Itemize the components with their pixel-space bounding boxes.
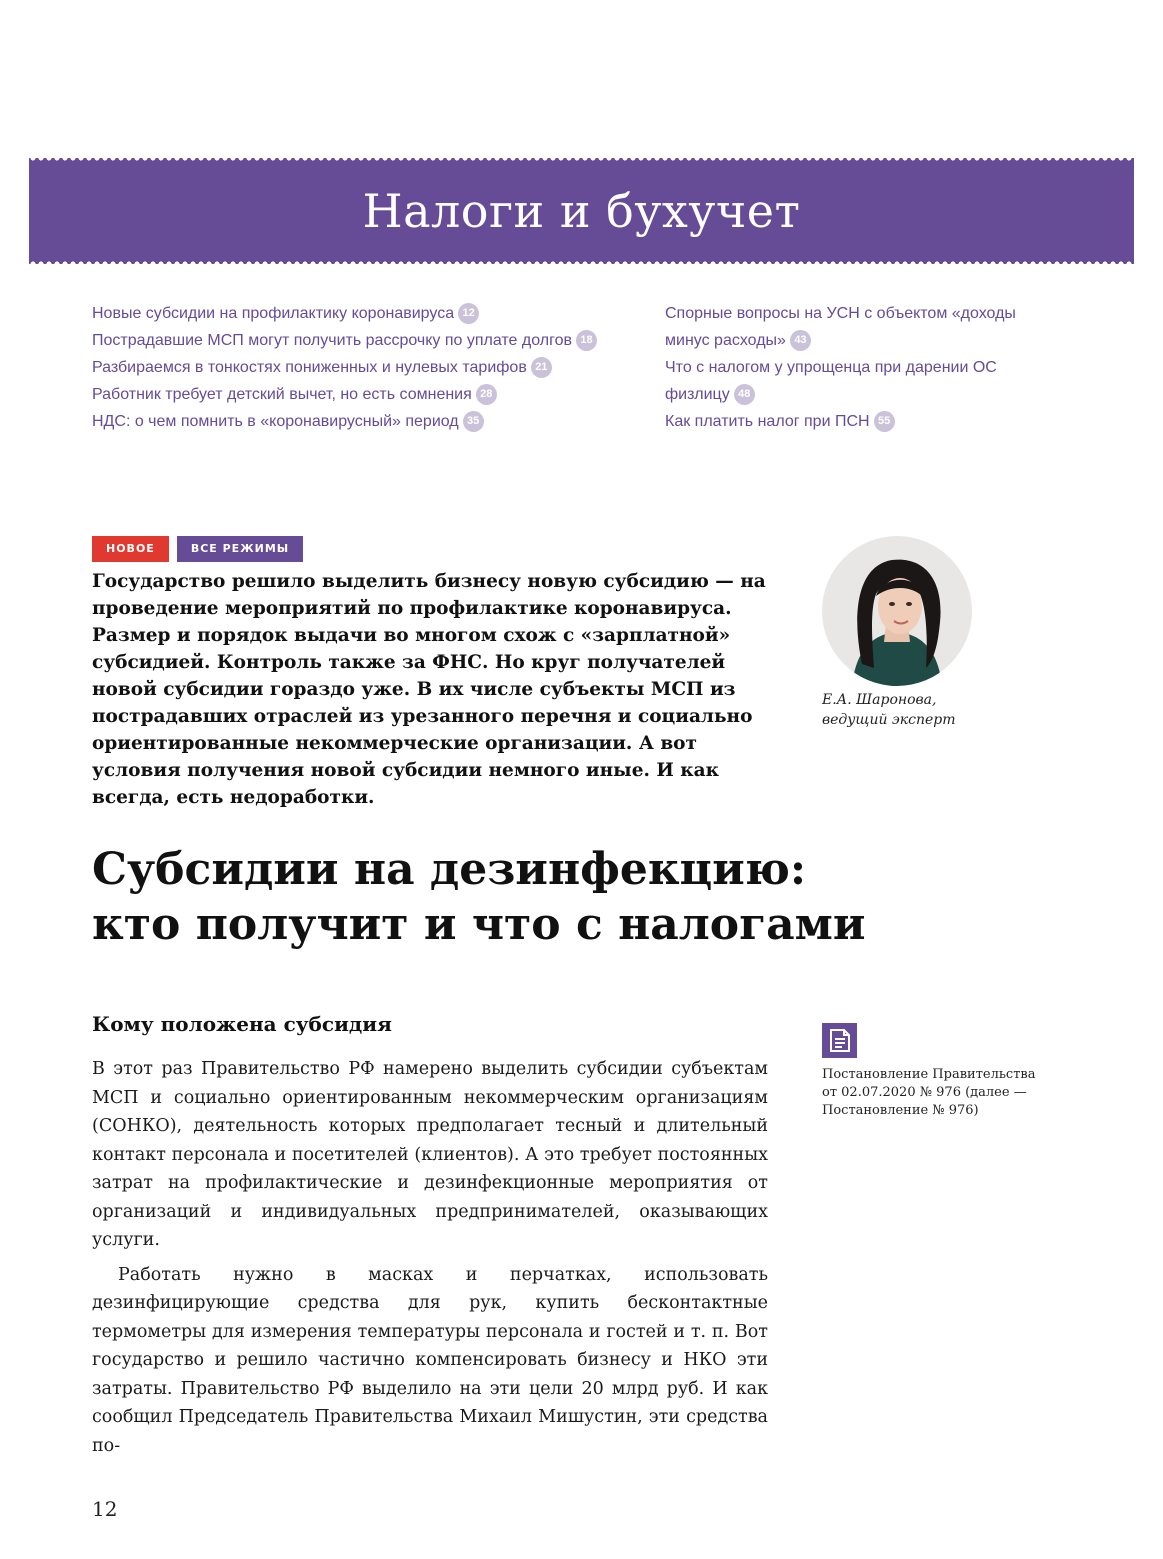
toc-page-badge: 55 [874,411,895,432]
toc-page-badge: 43 [790,330,811,351]
author-portrait-icon [822,536,972,686]
author-name: Е.А. Шаронова, [822,692,937,708]
toc-item[interactable] [92,327,652,354]
article-headline [92,842,992,952]
tag-all-modes: ВСЕ РЕЖИМЫ [177,536,303,562]
toc-item-text: Разбираемся в тонкостях пониженных и нулевых тарифов [92,359,527,376]
toc-page-badge: 21 [531,357,552,378]
toc-page-badge: 35 [463,411,484,432]
toc-item[interactable] [92,408,652,435]
toc-item-text: Спорные вопросы на УСН с объектом «доходы [665,305,1016,322]
toc-item[interactable] [92,354,652,381]
headline-line-1: Субсидии на дезинфекцию: [92,844,807,895]
toc-item-text: Пострадавшие МСП могут получить рассрочку по уплате долгов [92,332,572,349]
author-photo [822,536,972,686]
toc-item-text: Что с налогом у упрощенца при дарении ОС [665,359,997,376]
toc-item[interactable] [92,300,652,327]
page-number: 12 [92,1497,118,1521]
headline-line-2: кто получит и что с налогами [92,899,866,950]
toc-item-text: минус расходы» [665,332,786,349]
toc-item[interactable] [665,300,1065,354]
toc-page-badge: 18 [576,330,597,351]
author-role: ведущий эксперт [822,712,956,728]
body-paragraph: В этот раз Правительство РФ намерено выделить субсидии субъектам МСП и социально ориентированным некоммерческим организациям (СОНКО), деятельность которых предполагает тесный и длительный контакт персонала и посетителей (клиентов). А это требует постоянных затрат на профилактические и дезинфекционные мероприятия от организаций и индивидуальных предпринимателей, оказывающих услуги. [92,1059,768,1250]
section-banner [29,158,1134,264]
side-note: Постановление Правительства от 02.07.2020 № 976 (далее — Постановление № 976) [822,1067,1036,1118]
article-body [92,1055,768,1460]
toc-item-text: физлицу [665,386,730,403]
author-caption [822,690,1022,730]
toc-left-column [92,300,652,435]
document-glyph-icon [822,1023,857,1058]
article-lead: Государство решило выделить бизнесу новую субсидию — на проведение мероприятий по профилактике коронавируса. Размер и порядок выдачи во многом схож с «зарплатной» субсидией. Контроль также за ФНС. Но круг получателей новой субсидии гораздо уже. В их числе субъекты МСП из пострадавших отраслей из урезанного перечня и социально ориентированные некоммерческие организации. А вот условия получения новой субсидии немного иные. И как всегда, есть недоработки. [92,571,766,808]
section-subhead: Кому положена субсидия [92,1012,392,1036]
section-title: Налоги и бухучет [362,184,801,238]
toc-item[interactable] [665,408,1065,435]
toc-item-text: Новые субсидии на профилактику коронавируса [92,305,455,322]
toc-item[interactable] [92,381,652,408]
toc-item-text: Как платить налог при ПСН [665,413,870,430]
tag-new: НОВОЕ [92,536,169,562]
toc-page-badge: 12 [458,303,479,324]
body-paragraph: Работать нужно в масках и перчатках, использовать дезинфицирующие средства для рук, купить бесконтактные термометры для измерения температуры персонала и гостей и т. п. Вот государство и решило частично компенсировать бизнесу и НКО эти затраты. Правительство РФ выделило на эти цели 20 млрд руб. И как сообщил Председатель Правительства Михаил Мишустин, эти средства по- [92,1264,768,1456]
toc-page-badge: 48 [734,384,755,405]
toc-right-column [665,300,1065,435]
article-tags [92,536,303,562]
toc-page-badge: 28 [476,384,497,405]
document-icon [822,1023,857,1058]
toc-item[interactable] [665,354,1065,408]
toc-item-text: НДС: о чем помнить в «коронавирусный» период [92,413,459,430]
toc-item-text: Работник требует детский вычет, но есть сомнения [92,386,472,403]
